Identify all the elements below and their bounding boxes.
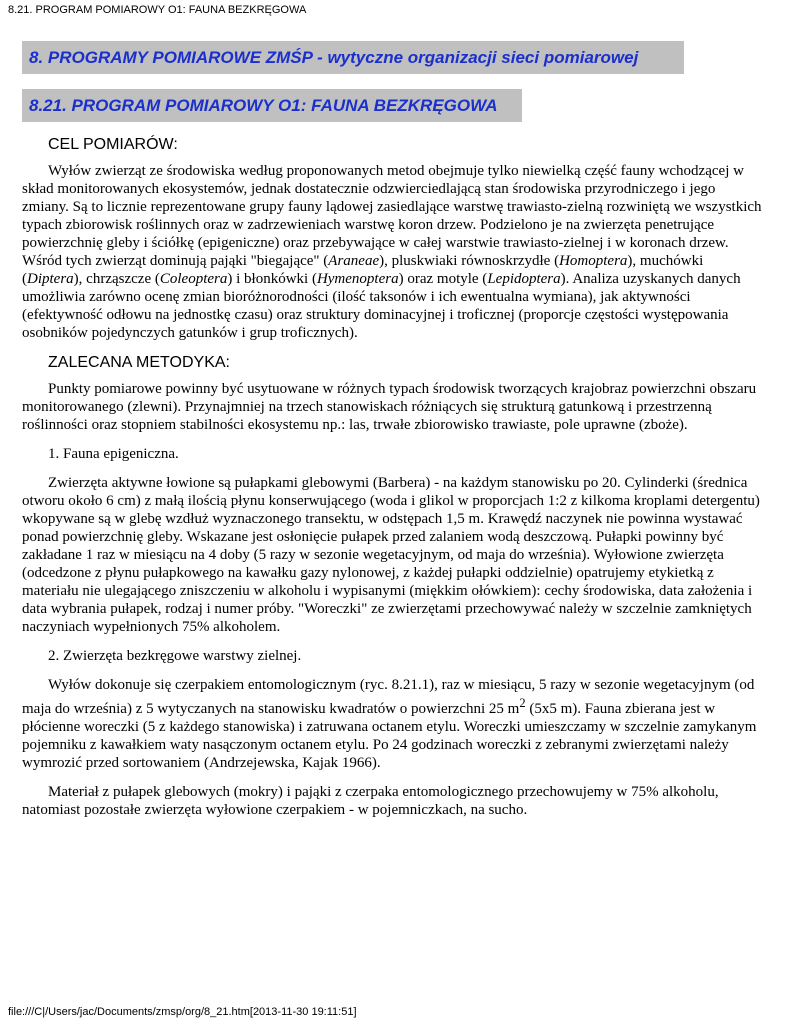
chapter-banner [22,41,684,74]
paragraph-pulapki: Zwierzęta aktywne łowione są pułapkami glebowymi (Barbera) - na każdym stanowisku po 20. Cylinderki (średnica otworu około 6 cm) z małą ilością płynu konserwującego (woda i glikol w proporcjach 1:2 z kilkoma kroplami detergentu) wkopywane są w glebę wzdłuż wyznaczonego transektu, w odstępach 1,5 m. Krawędź naczynek nie powinna wystawać ponad powierzchnię gleby. Wskazane jest osłonięcie pułapek przed zalaniem wodą deszczową. Pułapki powinny być zakładane 1 raz w miesiącu na 4 doby (5 razy w sezonie wegetacyjnym, od maja do września). Wyłowione zwierzęta (odcedzone z płynu pułapkowego na kawałku gazy nylonowej, z każdej pułapki oddzielnie) opatrujemy etykietką z materiału nie ulegającego zniszczeniu w alkoholu i wypisanymi (miękkim ołówkiem): cechy środowiska, data założenia i data wybrania pułapek, rodzaj i numer próby. "Woreczki" ze zwierzętami przechowywać należy w szczelnie zamkniętych naczyniach wypełnionych 75% alkoholem. [22,475,760,635]
paragraph-czerpak: Wyłów dokonuje się czerpakiem entomologicznym (ryc. 8.21.1), raz w miesiącu, 5 razy w sezonie wegetacyjnym (od maja do września) z 5 wytyczanych na stanowisku kwadratów o powierzchni 25 $m^2$ (5x5 m). Fauna zbierana jest w płócienne woreczki (5 z każdego stanowiska) i zatruwana octanem etylu. Woreczki umieszczamy w szczelnie zamykanym pojemniku z kawałkiem waty nasączonym octanem etylu. Po 24 godzinach woreczki z zebranymi zwierzętami należy wymrozić przed sortowaniem (Andrzejewska, Kajak 1966). [22,677,757,771]
print-header: 8.21. PROGRAM POMIAROWY O1: FAUNA BEZKRĘGOWA [8,4,307,16]
taxon-name: Lepidoptera [487,271,561,287]
taxon-name: Homoptera [559,253,628,269]
paragraph-punkty: Punkty pomiarowe powinny być usytuowane w różnych typach środowisk tworzących krajobraz powierzchni obszaru monitorowanego (zlewni). Przynajmniej na trzech stanowiskach różniących się strukturą gatunkową i przestrzenną roślinności oraz stopniem stabilności ekosystemu np.: las, trwałe zbiorowisko trawiaste, pole uprawne (zboże). [22,381,757,433]
list-item-fauna-epigeniczna: 1. Fauna epigeniczna. [48,446,179,462]
cel-section-body [22,162,764,353]
superscript: 2 [519,696,526,710]
chapter-title: 8. PROGRAMY POMIAROWE ZMŚP - wytyczne organizacji sieci pomiarowej [29,47,639,67]
heading-zalecana-metodyka: ZALECANA METODYKA: [48,354,230,371]
taxon-name: Coleoptera [159,271,228,287]
section-title: 8.21. PROGRAM POMIAROWY O1: FAUNA BEZKRĘGOWA [29,95,498,115]
metodyka-section-body [22,380,764,830]
heading-cel-pomiarow: CEL POMIARÓW: [48,136,178,153]
section-banner [22,89,522,122]
taxon-name: Diptera [27,271,74,287]
paragraph-cel: Wyłów zwierząt ze środowiska według proponowanych metod obejmuje tylko niewielką część fauny wchodzącej w skład monitorowanych ekosystemów, jednak dostatecznie odzwierciedlającą stan środowiska przyrodniczego i jego zmiany. Są to licznie reprezentowane grupy fauny lądowej zasiedlające warstwę trawiasto-zielną rozwiniętą we wszystkich typach zbiorowisk roślinnych oraz w zadrzewieniach warstwę koron drzew. Podzielono je na zwierzęta penetrujące powierzchnię gleby i ściółkę (epigeniczne) oraz przebywające w całej warstwie trawiasto-zielnej i w koronach drzew. Wśród tych zwierząt dominują pająki "biegające" (Araneae), pluskwiaki równoskrzydłe (Homoptera), muchówki (Diptera), chrząszcze (Coleoptera) i błonkówki (Hymenoptera) oraz motyle (Lepidoptera). Analiza uzyskanych danych umożliwia zarówno ocenę zmian bioróżnorodności (ilość taksonów i ich ewentualna wymiana), jak aktywności (efektywność odłowu na jednostkę czasu) oraz struktury dominacyjnej i troficznej (proporcje częstości występowania osobników pojedynczych gatunków i grup troficznych). [22,163,762,341]
taxon-name: Hymenoptera [316,271,399,287]
taxon-name: Araneae [328,253,380,269]
list-item-warstwa-zielna: 2. Zwierzęta bezkręgowe warstwy zielnej. [48,648,302,664]
paragraph-material: Materiał z pułapek glebowych (mokry) i pająki z czerpaka entomologicznego przechowujemy w 75% alkoholu, natomiast pozostałe zwierzęta wyłowione czerpakiem - w pojemniczkach, na sucho. [22,784,719,818]
print-footer-url: file:///C|/Users/jac/Documents/zmsp/org/8_21.htm[2013-11-30 19:11:51] [8,1006,357,1018]
